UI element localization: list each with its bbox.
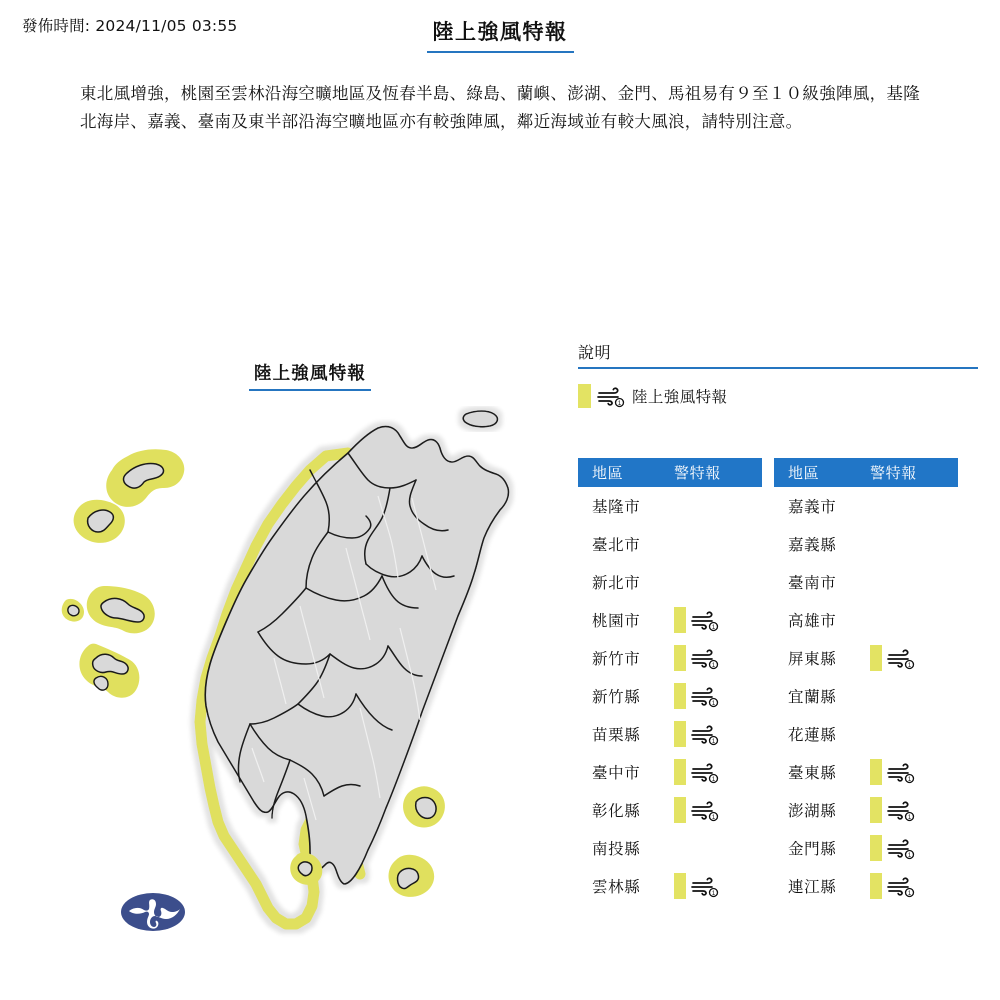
penghu-islands-group[interactable] bbox=[79, 644, 139, 698]
region-name: 臺中市 bbox=[592, 764, 641, 782]
svg-text:1: 1 bbox=[711, 739, 716, 745]
svg-text:1: 1 bbox=[907, 815, 912, 821]
wind-icon bbox=[886, 836, 916, 860]
region-name: 屏東縣 bbox=[788, 650, 837, 668]
lanyu-island-group[interactable] bbox=[389, 855, 435, 897]
warning-color-swatch bbox=[870, 797, 882, 823]
warning-color-swatch bbox=[674, 607, 686, 633]
warning-indicator bbox=[674, 759, 762, 785]
table-row[interactable] bbox=[578, 791, 762, 829]
table-row[interactable] bbox=[578, 677, 762, 715]
wind-icon bbox=[886, 874, 916, 898]
warning-indicator bbox=[870, 835, 958, 861]
svg-text:1: 1 bbox=[711, 777, 716, 783]
svg-text:1: 1 bbox=[711, 663, 716, 669]
table-row[interactable] bbox=[774, 791, 958, 829]
table-row[interactable] bbox=[774, 715, 958, 753]
kinmen-islands-group[interactable] bbox=[62, 586, 155, 633]
wind-icon bbox=[690, 722, 720, 746]
region-name: 雲林縣 bbox=[592, 878, 641, 896]
svg-text:1: 1 bbox=[711, 891, 716, 897]
wind-icon bbox=[886, 798, 916, 822]
kinmen-small-islet bbox=[68, 605, 79, 615]
svg-text:1: 1 bbox=[711, 701, 716, 707]
wind-icon bbox=[690, 874, 720, 898]
warning-color-swatch bbox=[870, 835, 882, 861]
warning-color-swatch bbox=[674, 759, 686, 785]
svg-text:1: 1 bbox=[711, 625, 716, 631]
region-name: 新竹市 bbox=[592, 650, 641, 668]
warning-table-left bbox=[578, 458, 762, 905]
table-row[interactable] bbox=[578, 563, 762, 601]
publish-time: 發佈時間: 2024/11/05 03:55 bbox=[22, 17, 238, 35]
table-row[interactable] bbox=[578, 487, 762, 525]
svg-text:1: 1 bbox=[907, 777, 912, 783]
ludao-island-group[interactable] bbox=[403, 786, 445, 827]
warning-indicator bbox=[870, 797, 958, 823]
table-row[interactable] bbox=[578, 867, 762, 905]
wind-icon bbox=[596, 384, 626, 408]
table-header-row bbox=[578, 458, 762, 487]
warning-indicator bbox=[674, 683, 762, 709]
column-header-region: 地區 bbox=[788, 464, 820, 482]
warning-indicator bbox=[870, 759, 958, 785]
column-header-warning: 警特報 bbox=[674, 464, 721, 482]
table-row[interactable] bbox=[578, 829, 762, 867]
warning-color-swatch bbox=[870, 645, 882, 671]
warning-color-swatch bbox=[674, 645, 686, 671]
table-body-right bbox=[774, 487, 958, 905]
main-island-group bbox=[200, 426, 509, 924]
map-panel bbox=[60, 350, 560, 950]
region-name: 嘉義縣 bbox=[788, 536, 837, 554]
table-row[interactable] bbox=[774, 639, 958, 677]
warning-color-swatch bbox=[674, 683, 686, 709]
wind-icon bbox=[690, 684, 720, 708]
region-name: 基隆市 bbox=[592, 498, 641, 516]
region-name: 澎湖縣 bbox=[788, 802, 837, 820]
table-row[interactable] bbox=[774, 525, 958, 563]
warning-color-swatch bbox=[674, 873, 686, 899]
page-title-text: 陸上強風特報 bbox=[427, 16, 574, 53]
warning-indicator bbox=[870, 873, 958, 899]
svg-text:1: 1 bbox=[617, 401, 622, 407]
wind-icon bbox=[886, 646, 916, 670]
warning-color-swatch bbox=[674, 797, 686, 823]
wind-icon bbox=[690, 760, 720, 784]
table-header-row bbox=[774, 458, 958, 487]
table-row[interactable] bbox=[774, 753, 958, 791]
region-name: 新竹縣 bbox=[592, 688, 641, 706]
region-name: 臺東縣 bbox=[788, 764, 837, 782]
region-name: 臺南市 bbox=[788, 574, 837, 592]
region-name: 宜蘭縣 bbox=[788, 688, 837, 706]
region-name: 桃園市 bbox=[592, 612, 641, 630]
warning-tables bbox=[578, 458, 978, 905]
region-name: 連江縣 bbox=[788, 878, 837, 896]
warning-indicator bbox=[674, 873, 762, 899]
warning-indicator bbox=[674, 797, 762, 823]
penghu-islet-b bbox=[94, 676, 108, 690]
warning-indicator bbox=[674, 645, 762, 671]
table-row[interactable] bbox=[578, 753, 762, 791]
table-row[interactable] bbox=[774, 601, 958, 639]
legend-divider bbox=[578, 367, 978, 369]
cwa-logo bbox=[120, 890, 186, 934]
table-row[interactable] bbox=[578, 639, 762, 677]
svg-text:1: 1 bbox=[907, 853, 912, 859]
legend-heading: 說明 bbox=[578, 343, 612, 362]
svg-text:1: 1 bbox=[907, 663, 912, 669]
region-name: 彰化縣 bbox=[592, 802, 641, 820]
taiwan-mainland bbox=[205, 426, 508, 884]
wind-icon bbox=[886, 760, 916, 784]
taiwan-warning-map[interactable] bbox=[60, 378, 560, 948]
legend-item-label: 陸上強風特報 bbox=[632, 388, 728, 406]
table-row[interactable] bbox=[774, 487, 958, 525]
liuqiu-islet bbox=[298, 862, 312, 876]
region-name: 臺北市 bbox=[592, 536, 641, 554]
warning-indicator bbox=[674, 607, 762, 633]
warning-indicator bbox=[674, 721, 762, 747]
column-header-warning: 警特報 bbox=[870, 464, 917, 482]
region-name: 金門縣 bbox=[788, 840, 837, 858]
table-row[interactable] bbox=[774, 867, 958, 905]
region-name: 高雄市 bbox=[788, 612, 837, 630]
table-row[interactable] bbox=[578, 601, 762, 639]
map-title-text: 陸上強風特報 bbox=[249, 360, 371, 391]
table-row[interactable] bbox=[774, 829, 958, 867]
svg-text:1: 1 bbox=[907, 891, 912, 897]
wind-icon bbox=[690, 798, 720, 822]
region-name: 苗栗縣 bbox=[592, 726, 641, 744]
table-row[interactable] bbox=[774, 563, 958, 601]
warning-table-right bbox=[774, 458, 958, 905]
table-row[interactable] bbox=[774, 677, 958, 715]
warning-indicator bbox=[870, 645, 958, 671]
warning-notice-text: 東北風增強，桃園至雲林沿海空曠地區及恆春半島、綠島、蘭嶼、澎湖、金門、馬祖易有９至１０級強陣風，基隆北海岸、嘉義、臺南及東半部沿海空曠地區亦有較強陣風，鄰近海域並有較大風浪，請特別注意。 bbox=[80, 84, 920, 131]
column-header-region: 地區 bbox=[592, 464, 624, 482]
warning-color-swatch bbox=[870, 759, 882, 785]
wind-icon bbox=[690, 608, 720, 632]
region-name: 花蓮縣 bbox=[788, 726, 837, 744]
legend-color-swatch bbox=[578, 384, 591, 408]
warning-color-swatch bbox=[870, 873, 882, 899]
warning-color-swatch bbox=[674, 721, 686, 747]
table-row[interactable] bbox=[578, 715, 762, 753]
legend-item-strong-wind bbox=[578, 383, 978, 409]
northeast-islet bbox=[463, 411, 497, 427]
region-name: 南投縣 bbox=[592, 840, 641, 858]
table-body-left bbox=[578, 487, 762, 905]
wind-icon bbox=[690, 646, 720, 670]
legend-panel bbox=[578, 340, 978, 409]
region-name: 新北市 bbox=[592, 574, 641, 592]
svg-text:1: 1 bbox=[711, 815, 716, 821]
northeast-islet-group bbox=[463, 411, 497, 427]
region-name: 嘉義市 bbox=[788, 498, 837, 516]
table-row[interactable] bbox=[578, 525, 762, 563]
matsu-islands-group[interactable] bbox=[74, 449, 185, 543]
